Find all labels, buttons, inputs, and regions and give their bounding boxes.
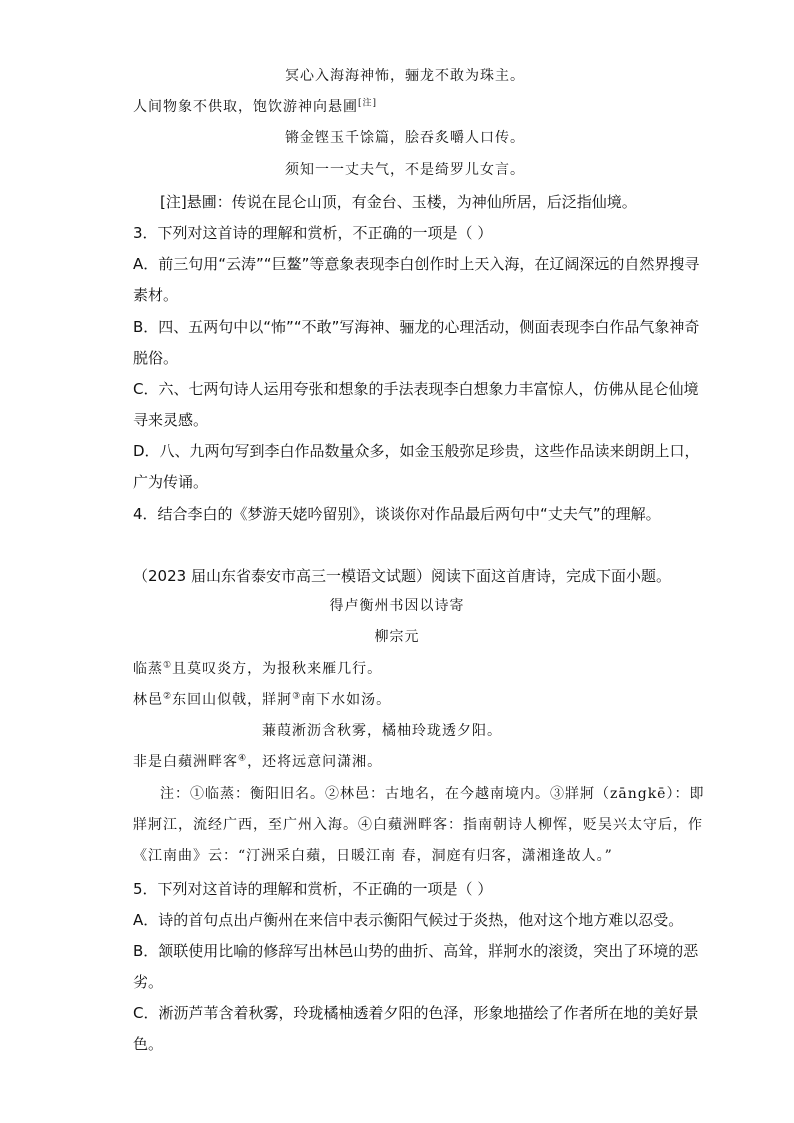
poem2-line-2-b: 东回山似戟，牂牁 [172, 692, 293, 708]
q3-option-d-2: 广为传诵。 [133, 473, 209, 491]
poem1-note-mark: [注] [358, 98, 378, 109]
poem2-note-mark-4: ④ [238, 753, 248, 764]
section2-intro: （2023 届山东省泰安市高三一模语文试题）阅读下面这首唐诗，完成下面小题。 [133, 567, 671, 585]
q3-option-a-2: 素材。 [133, 286, 179, 304]
q5-option-c-2: 色。 [133, 1035, 164, 1053]
q4-stem: 4．结合李白的《梦游天姥吟留别》，谈谈你对作品最后两句中“丈夫气”的理解。 [133, 505, 661, 523]
poem2-title: 得卢衡州书因以诗寄 [329, 598, 465, 614]
q3-option-a-1: A．前三句用“云涛”“巨鳌”等意象表现李白创作时上天入海，在辽阔深远的自然界搜寻 [133, 255, 700, 273]
poem1-line-1: 冥心入海海神怖，骊龙不敢为珠主。 [285, 68, 525, 84]
q5-option-a: A．诗的首句点出卢衡州在来信中表示衡阳气候过于炎热，他对这个地方难以忍受。 [133, 911, 684, 929]
poem2-line-2-c: 南下水如汤。 [301, 692, 392, 708]
poem2-author: 柳宗元 [374, 629, 420, 645]
poem2-note-mark-2: ② [163, 691, 173, 702]
poem1-line-2 [133, 99, 377, 116]
poem2-note-line-2: 牂牁江，流经广西，至广州入海。④白蘋洲畔客：指南朝诗人柳恽，贬吴兴太守后，作 [133, 817, 703, 833]
poem2-line-4-b: ，还将远意问潇湘。 [247, 754, 383, 770]
poem2-line-4-a: 非是白蘋洲畔客 [133, 754, 238, 770]
q3-stem: 3．下列对这首诗的理解和赏析，不正确的一项是（ ） [133, 224, 493, 242]
q3-option-b-1: B．四、五两句中以“怖”“不敢”写海神、骊龙的心理活动，侧面表现李白作品气象神奇 [133, 318, 700, 336]
q3-option-b-2: 脱俗。 [133, 349, 179, 367]
poem1-note: [注]悬圃：传说在昆仑山顶，有金台、玉楼，为神仙所居，后泛指仙境。 [160, 193, 637, 211]
q5-option-c-1: C．淅沥芦苇含着秋雾，玲珑橘柚透着夕阳的色泽，形象地描绘了作者所在地的美好景 [133, 1004, 699, 1022]
q5-stem: 5．下列对这首诗的理解和赏析，不正确的一项是（ ） [133, 880, 493, 898]
poem2-note-line-3: 《江南曲》云：“汀洲采白蘋，日暖江南 春，洞庭有归客，潇湘逢故人。” [133, 848, 613, 864]
q5-option-b-2: 劣。 [133, 973, 164, 991]
poem2-line-1-b: 且莫叹炎方，为报秋来雁几行。 [172, 661, 383, 677]
poem1-line-4: 须知一一丈夫气，不是绮罗儿女言。 [285, 162, 525, 178]
poem1-line-3: 锵金铿玉千馀篇，脍吞炙嚼人口传。 [285, 130, 525, 146]
q3-option-d-1: D．八、九两句写到李白作品数量众多，如金玉般弥足珍贵，这些作品读来朗朗上口， [133, 442, 700, 460]
poem2-line-1 [133, 661, 382, 678]
q3-option-c-1: C．六、七两句诗人运用夸张和想象的手法表现李白想象力丰富惊人，仿佛从昆仑仙境 [133, 380, 699, 398]
poem2-line-1-a: 临蒸 [133, 661, 163, 677]
poem2-note-mark-1: ① [163, 660, 173, 671]
poem2-line-2 [133, 692, 391, 709]
poem2-line-2-a: 林邑 [133, 692, 163, 708]
poem2-note-mark-3: ③ [292, 691, 302, 702]
poem2-note-line-1: 注：①临蒸：衡阳旧名。②林邑：古地名，在今越南境内。③牂牁（zāngkē）：即 [160, 786, 705, 802]
poem2-line-4 [133, 754, 382, 771]
q5-option-b-1: B．颔联使用比喻的修辞写出林邑山势的曲折、高耸，牂牁水的滚烫，突出了环境的恶 [133, 942, 699, 960]
poem1-line-2-text: 人间物象不供取，饱饮游神向悬圃 [133, 99, 358, 115]
q3-option-c-2: 寻来灵感。 [133, 411, 209, 429]
poem2-line-3: 蒹葭淅沥含秋雾，橘柚玲珑透夕阳。 [262, 723, 502, 739]
